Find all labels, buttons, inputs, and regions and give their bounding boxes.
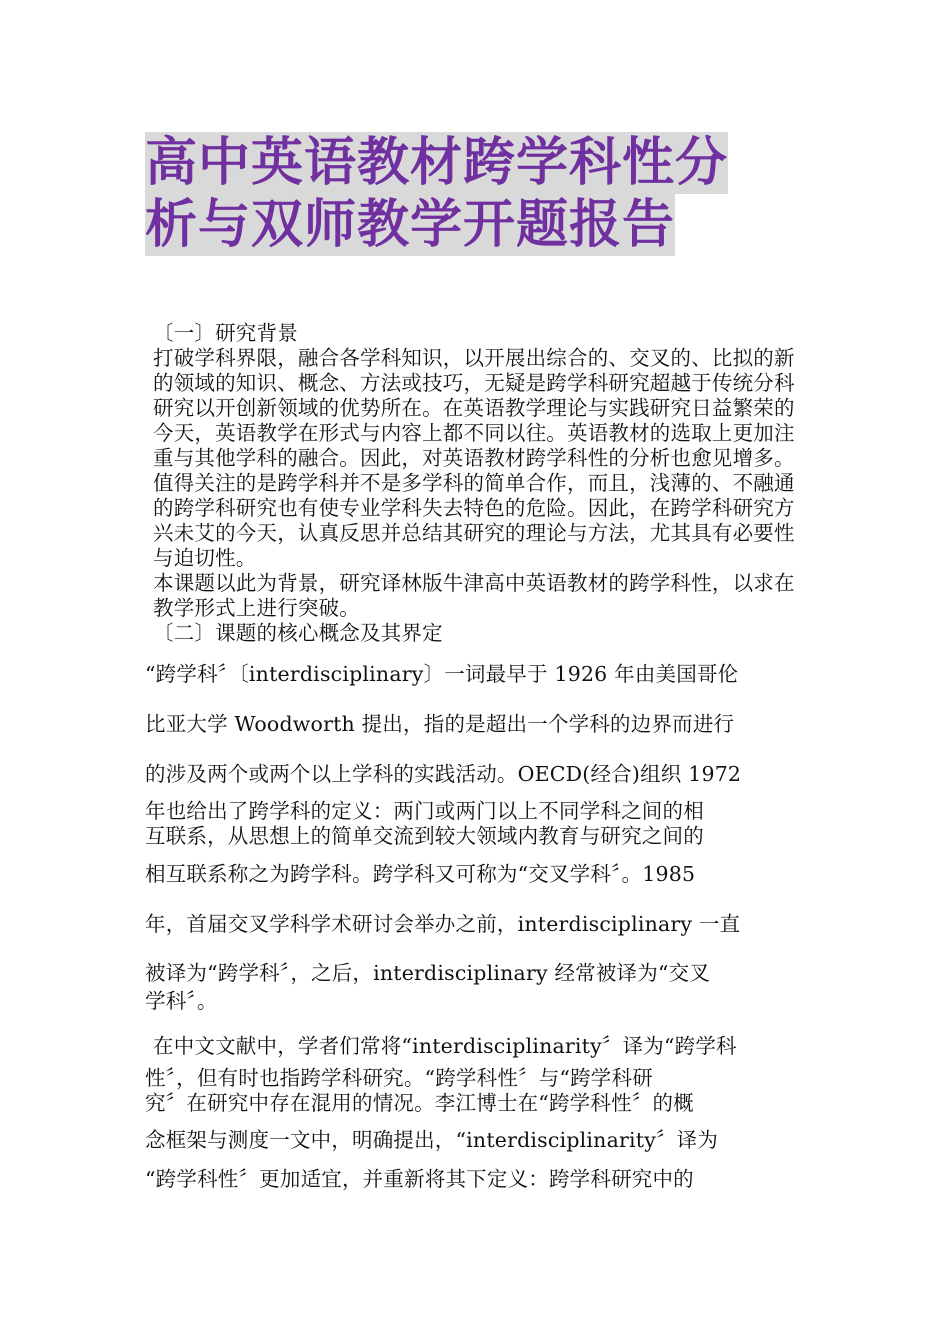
concept-line-9: 学科〞。 (145, 989, 218, 1013)
concept-line-10: 在中文文献中，学者们常将“interdisciplinarity〞译为“跨学科 (153, 1034, 737, 1058)
section-heading-core-concepts: 〔二〕课题的核心概念及其界定 (153, 621, 443, 645)
concept-line-1: “跨学科〞〔interdisciplinary〕一词最早于 1926 年由美国哥伦 (145, 662, 739, 686)
title-line-2: 析与双师教学开题报告 (145, 195, 676, 255)
concept-line-3: 的涉及两个或两个以上学科的实践活动。OECD(经合)组织 1972 (145, 762, 742, 786)
document-title (145, 132, 825, 256)
concept-line-2: 比亚大学 Woodworth 提出，指的是超出一个学科的边界而进行 (145, 712, 735, 736)
title-line-1: 高中英语教材跨学科性分 (145, 133, 729, 193)
background-paragraph-1: 打破学科界限，融合各学科知识，以开展出综合的、交叉的、比拟的新的领域的知识、概念、方法或技巧，无疑是跨学科研究超越于传统分科研究以开创新领域的优势所在。在英语教学理论与实践研究日益繁荣的今天，英语教学在形式与内容上都不同以往。英语教材的选取上更加注重与其他学科的融合。因此，对英语教材跨学科性的分析也愈见增多。值得关注的是跨学科并不是多学科的简单合作，而且，浅薄的、不融通的跨学科研究也有使专业学科失去特色的危险。因此，在跨学科研究方兴未艾的今天，认真反思并总结其研究的理论与方法，尤其具有必要性与迫切性。 (153, 346, 795, 570)
concept-line-8: 被译为“跨学科〞，之后，interdisciplinary 经常被译为“交叉 (145, 961, 711, 985)
concept-line-12: 究〞在研究中存在混用的情况。李江博士在“跨学科性〞的概 (145, 1091, 694, 1115)
section-heading-background: 〔一〕研究背景 (153, 321, 298, 345)
document-body (145, 321, 810, 1194)
concept-line-11: 性〞，但有时也指跨学科研究。“跨学科性〞与“跨学科研 (145, 1066, 653, 1090)
concept-line-5: 互联系，从思想上的简单交流到较大领域内教育与研究之间的 (145, 824, 704, 848)
concept-line-14: “跨学科性〞更加适宜，并重新将其下定义：跨学科研究中的 (145, 1167, 694, 1191)
concept-line-7: 年，首届交叉学科学术研讨会举办之前，interdisciplinary 一直 (145, 912, 741, 936)
concept-line-4: 年也给出了跨学科的定义：两门或两门以上不同学科之间的相 (145, 799, 704, 823)
concept-line-6: 相互联系称之为跨学科。跨学科又可称为“交叉学科〞。1985 (145, 862, 696, 886)
concept-line-13: 念框架与测度一文中，明确提出，“interdisciplinarity〞译为 (145, 1128, 719, 1152)
background-paragraph-2: 本课题以此为背景，研究译林版牛津高中英语教材的跨学科性，以求在教学形式上进行突破。 (153, 571, 795, 620)
